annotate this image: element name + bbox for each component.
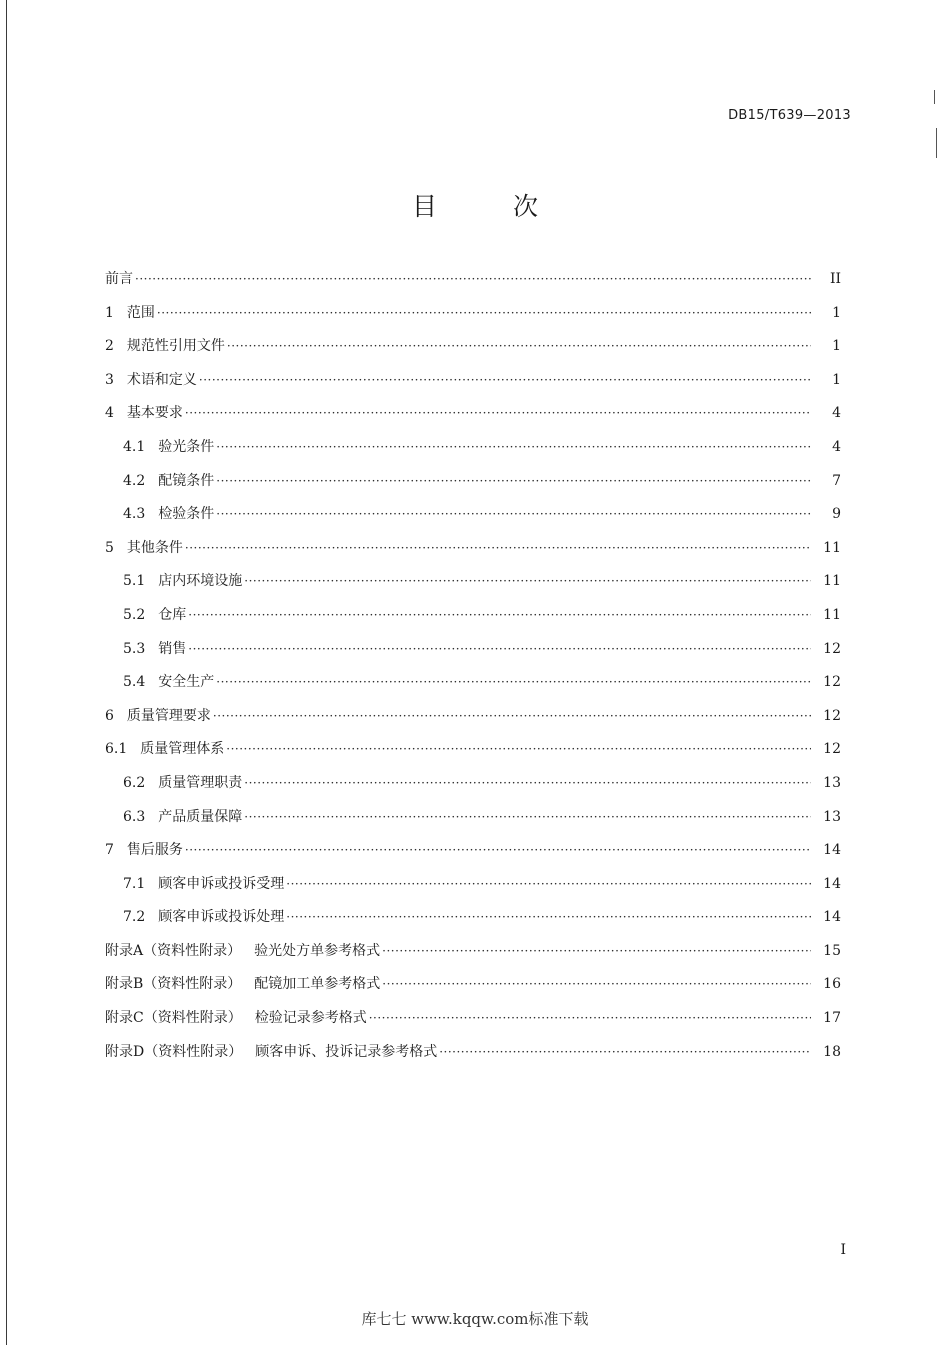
toc-entry-page: 14 (823, 875, 841, 892)
toc-leader-dots (199, 364, 811, 398)
toc-leader-dots (226, 733, 811, 767)
toc-entry-page: 18 (823, 1043, 841, 1060)
toc-entry-title: 配镜加工单参考格式 (254, 976, 381, 993)
toc-entry-label (105, 1036, 437, 1070)
toc-entry-label (105, 935, 380, 969)
toc-leader-dots (216, 666, 811, 700)
toc-entry[interactable] (105, 263, 841, 297)
toc-leader-dots (286, 868, 811, 902)
toc-entry-number: 附录A（资料性附录） (105, 942, 242, 959)
toc-entry-title: 验光条件 (158, 438, 215, 455)
toc-leader-dots (244, 767, 811, 801)
toc-leader-dots (135, 263, 811, 297)
toc-entry-label (105, 364, 197, 398)
toc-entry-title: 质量管理职责 (158, 774, 243, 791)
toc-entry-number: 6.3 (123, 808, 146, 825)
toc-entry-page: 12 (823, 707, 841, 724)
toc-entry[interactable] (105, 901, 841, 935)
toc-entry-page: 11 (823, 573, 841, 590)
toc-entry-label (105, 297, 155, 331)
toc-entry-number: 4 (105, 405, 114, 422)
toc-entry[interactable] (105, 397, 841, 431)
document-code: DB15/T639—2013 (728, 108, 851, 123)
toc-entry-number: 附录C（资料性附录） (105, 1010, 242, 1027)
toc-entry-label (105, 330, 225, 364)
toc-entry[interactable] (105, 935, 841, 969)
toc-entry-title: 检验条件 (158, 506, 215, 523)
toc-leader-dots (369, 1002, 811, 1036)
toc-entry-label (123, 767, 242, 801)
toc-entry-label (123, 801, 242, 835)
toc-entry-number: 附录D（资料性附录） (105, 1043, 243, 1060)
toc-entry-title: 配镜条件 (158, 472, 215, 489)
toc-entry[interactable] (105, 330, 841, 364)
toc-entry-title: 销售 (158, 640, 187, 657)
toc-entry-label (105, 700, 211, 734)
toc-entry[interactable] (105, 431, 841, 465)
toc-leader-dots (227, 330, 811, 364)
toc-leader-dots (244, 565, 811, 599)
toc-entry-number: 5.3 (123, 640, 146, 657)
toc-entry-number: 6 (105, 707, 114, 724)
toc-entry-page: 13 (823, 774, 841, 791)
toc-entry-title: 基本要求 (126, 405, 183, 422)
toc-entry-label (123, 465, 214, 499)
toc-leader-dots (382, 935, 811, 969)
toc-entry-title: 检验记录参考格式 (254, 1010, 367, 1027)
toc-entry-title: 规范性引用文件 (126, 338, 225, 355)
toc-entry-label (105, 733, 224, 767)
toc-entry-label (123, 599, 186, 633)
toc-entry-label (123, 666, 214, 700)
toc-leader-dots (439, 1036, 811, 1070)
toc-leader-dots (213, 700, 811, 734)
toc-entry-title: 前言 (105, 271, 133, 287)
toc-entry-page: 17 (823, 1010, 841, 1027)
toc-entry[interactable] (105, 700, 841, 734)
toc-entry-title: 安全生产 (158, 674, 215, 691)
toc-entry-label (105, 968, 380, 1002)
toc-entry[interactable] (105, 297, 841, 331)
toc-entry-page: 11 (823, 539, 841, 556)
toc-entry-title: 顾客申诉、投诉记录参考格式 (255, 1043, 438, 1060)
toc-entry-label (105, 834, 183, 868)
toc-entry-label (123, 565, 242, 599)
toc-entry-page: 1 (832, 304, 841, 321)
toc-entry[interactable] (105, 465, 841, 499)
toc-leader-dots (157, 297, 811, 331)
toc-entry-label (123, 868, 284, 902)
toc-entry-page: 15 (823, 942, 841, 959)
toc-entry[interactable] (105, 532, 841, 566)
toc-entry-page: 13 (823, 808, 841, 825)
toc-entry-label (105, 263, 133, 297)
toc-leader-dots (216, 498, 811, 532)
toc-leader-dots (188, 599, 811, 633)
toc-leader-dots (185, 397, 811, 431)
toc-entry-number: 5.4 (123, 674, 146, 691)
toc-entry-number: 5.1 (123, 573, 146, 590)
toc-entry[interactable] (105, 1036, 841, 1070)
toc-entry-label (123, 498, 214, 532)
toc-entry-title: 范围 (126, 304, 155, 321)
toc-entry-page: 12 (823, 674, 841, 691)
toc-entry-title: 顾客申诉或投诉受理 (158, 875, 285, 892)
toc-leader-dots (216, 465, 811, 499)
toc-leader-dots (188, 633, 811, 667)
toc-entry-page: 4 (832, 405, 841, 422)
toc-entry-number: 5.2 (123, 606, 146, 623)
toc-entry-page: 1 (832, 371, 841, 388)
toc-entry-label (123, 633, 186, 667)
toc-entry-label (105, 532, 183, 566)
toc-entry-page: 9 (832, 506, 841, 523)
toc-entry-number: 4.1 (123, 438, 146, 455)
toc-leader-dots (286, 901, 811, 935)
toc-entry-number: 4.3 (123, 506, 146, 523)
toc-entry-number: 5 (105, 539, 114, 556)
toc-entry[interactable] (105, 968, 841, 1002)
toc-entry[interactable] (105, 801, 841, 835)
toc-leader-dots (185, 834, 811, 868)
toc-entry-page: 14 (823, 842, 841, 859)
toc-entry[interactable] (105, 633, 841, 667)
toc-entry-title: 质量管理体系 (140, 741, 225, 758)
footer-watermark: 库七七 www.kqqw.com标准下载 (361, 1310, 589, 1328)
toc-entry-page: 7 (832, 472, 841, 489)
toc-entry-number: 7.2 (123, 909, 146, 926)
toc-entry-number: 7 (105, 842, 114, 859)
toc-entry-title: 产品质量保障 (158, 808, 243, 825)
toc-entry[interactable] (105, 1002, 841, 1036)
toc-leader-dots (244, 801, 811, 835)
toc-entry-page: 11 (823, 606, 841, 623)
toc-entry[interactable] (105, 767, 841, 801)
scan-mark (936, 128, 937, 158)
toc-entry[interactable] (105, 733, 841, 767)
toc-entry-label (105, 397, 183, 431)
toc-entry-title: 术语和定义 (126, 371, 197, 388)
toc-entry-title: 仓库 (158, 606, 187, 623)
toc-entry-number: 1 (105, 304, 114, 321)
toc-entry-page: 4 (832, 438, 841, 455)
toc-entry-number: 4.2 (123, 472, 146, 489)
toc-entry-number: 附录B（资料性附录） (105, 976, 242, 993)
toc-entry-number: 6.2 (123, 774, 146, 791)
toc-entry-title: 店内环境设施 (158, 573, 243, 590)
page-title: 目 次 (412, 192, 572, 221)
toc-entry-label (123, 431, 214, 465)
toc-entry-label (105, 1002, 367, 1036)
toc-entry-number: 6.1 (105, 741, 128, 758)
scan-mark (934, 90, 935, 104)
toc-entry-title: 其他条件 (126, 539, 183, 556)
toc-entry[interactable] (105, 666, 841, 700)
toc-leader-dots (382, 968, 811, 1002)
toc-entry[interactable] (105, 834, 841, 868)
page-number: I (840, 1242, 846, 1258)
toc-entry-page: 16 (823, 976, 841, 993)
toc-entry-title: 售后服务 (126, 842, 183, 859)
toc-entry-page: 1 (832, 338, 841, 355)
toc-entry-title: 质量管理要求 (126, 707, 211, 724)
toc-entry-page: 14 (823, 909, 841, 926)
toc-entry[interactable] (105, 599, 841, 633)
toc-entry-label (123, 901, 284, 935)
toc-entry-number: 2 (105, 338, 114, 355)
toc-entry[interactable] (105, 868, 841, 902)
toc-leader-dots (216, 431, 811, 465)
toc-entry-title: 顾客申诉或投诉处理 (158, 909, 285, 926)
table-of-contents (105, 263, 841, 1069)
toc-entry-number: 3 (105, 371, 114, 388)
toc-entry[interactable] (105, 498, 841, 532)
toc-entry-page: 12 (823, 741, 841, 758)
toc-entry-number: 7.1 (123, 875, 146, 892)
toc-leader-dots (185, 532, 811, 566)
toc-entry-page: II (829, 271, 841, 287)
toc-entry-page: 12 (823, 640, 841, 657)
toc-entry[interactable] (105, 364, 841, 398)
toc-entry-title: 验光处方单参考格式 (254, 942, 381, 959)
toc-entry[interactable] (105, 565, 841, 599)
